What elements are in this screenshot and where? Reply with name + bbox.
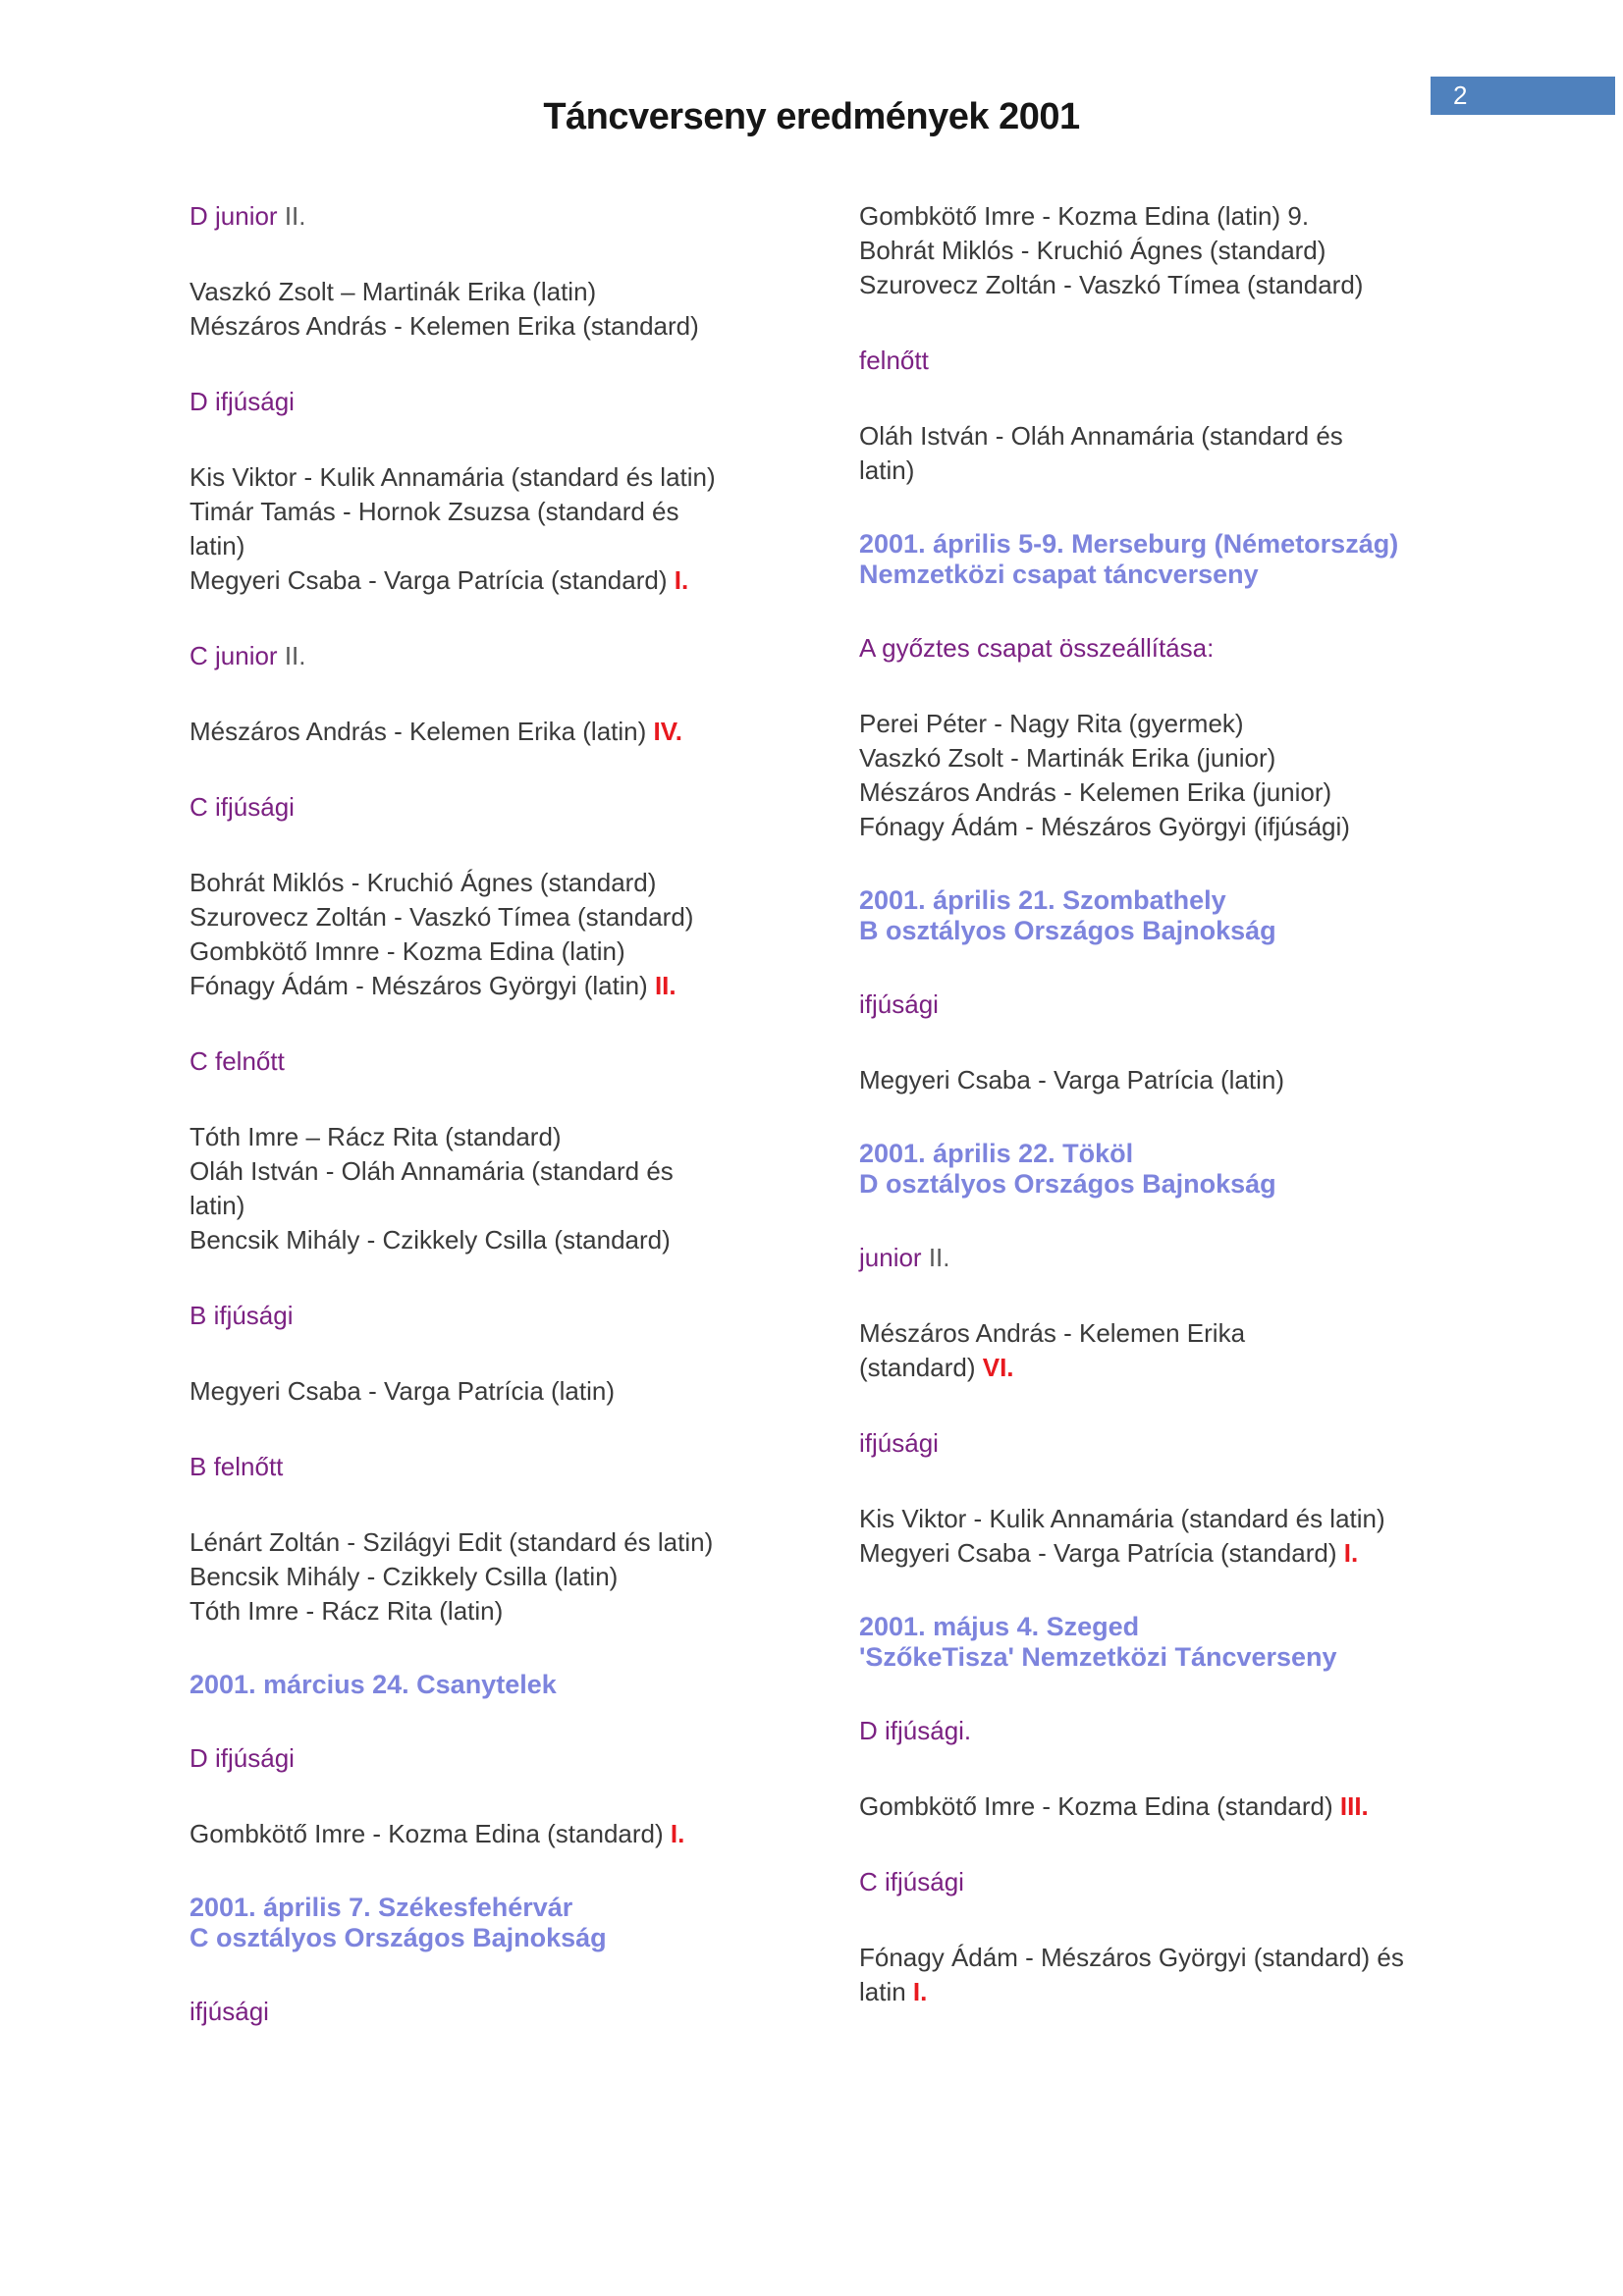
- heading-line: [859, 916, 1488, 946]
- result-line: [859, 1316, 1488, 1351]
- text-segment: Gombkötő Imre - Kozma Edina (standard): [859, 1791, 1340, 1821]
- heading-line: [859, 1426, 1488, 1461]
- text-segment: ifjúsági: [859, 989, 939, 1019]
- result-line: [189, 900, 818, 934]
- heading-line: [189, 1923, 818, 1953]
- text-segment: Megyeri Csaba - Varga Patrícia (latin): [859, 1065, 1285, 1095]
- text-segment: Megyeri Csaba - Varga Patrícia (standard): [189, 565, 675, 595]
- text-segment: 2001. április 5-9. Merseburg (Németország): [859, 529, 1399, 559]
- text-segment: Bohrát Miklós - Kruchió Ágnes (standard): [189, 868, 657, 897]
- text-segment: felnőtt: [859, 346, 929, 375]
- category-heading: [189, 1450, 818, 1484]
- category-heading: [859, 1241, 1488, 1275]
- result-paragraph: [859, 199, 1488, 302]
- category-heading: [189, 639, 818, 673]
- result-line: [189, 529, 818, 563]
- result-line: [859, 1789, 1488, 1824]
- result-line: [859, 1502, 1488, 1536]
- heading-line: [859, 631, 1488, 666]
- rank-text: I.: [670, 1819, 685, 1848]
- result-paragraph: [859, 1502, 1488, 1571]
- result-line: [859, 1975, 1488, 2009]
- heading-suffix: II.: [928, 1243, 950, 1272]
- page-number: 2: [1453, 80, 1468, 110]
- result-line: [189, 495, 818, 529]
- text-segment: 2001. április 22. Tököl: [859, 1139, 1134, 1168]
- text-segment: Oláh István - Oláh Annamária (standard és: [859, 421, 1343, 451]
- rank-text: VI.: [982, 1353, 1014, 1382]
- result-paragraph: [189, 275, 818, 344]
- text-segment: D osztályos Országos Bajnokság: [859, 1169, 1276, 1199]
- result-line: [859, 419, 1488, 454]
- heading-line: [189, 1995, 818, 2029]
- result-line: [859, 454, 1488, 488]
- event-heading: [859, 1612, 1488, 1673]
- text-segment: ifjúsági: [189, 1997, 269, 2026]
- text-segment: D ifjúsági: [189, 1743, 295, 1773]
- heading-line: [859, 344, 1488, 378]
- category-heading: [189, 1741, 818, 1776]
- result-paragraph: [189, 715, 818, 749]
- heading-line: [859, 529, 1488, 560]
- text-segment: Mészáros András - Kelemen Erika: [859, 1318, 1246, 1348]
- event-heading: [189, 1670, 818, 1700]
- category-heading: [859, 631, 1488, 666]
- text-segment: C junior: [189, 641, 285, 670]
- text-segment: Oláh István - Oláh Annamária (standard és: [189, 1156, 674, 1186]
- result-line: [859, 268, 1488, 302]
- heading-line: [189, 1044, 818, 1079]
- heading-line: [859, 1714, 1488, 1748]
- text-segment: D ifjúsági.: [859, 1716, 972, 1745]
- text-segment: Megyeri Csaba - Varga Patrícia (standard): [859, 1538, 1344, 1568]
- text-segment: Tóth Imre – Rácz Rita (standard): [189, 1122, 562, 1151]
- result-line: [189, 309, 818, 344]
- text-segment: Bencsik Mihály - Czikkely Csilla (latin): [189, 1562, 619, 1591]
- event-heading: [189, 1893, 818, 1953]
- text-segment: A győztes csapat összeállítása:: [859, 633, 1215, 663]
- text-segment: Vaszkó Zsolt - Martinák Erika (junior): [859, 743, 1276, 773]
- result-line: [189, 1594, 818, 1629]
- rank-text: III.: [1339, 1791, 1369, 1821]
- text-segment: Kis Viktor - Kulik Annamária (standard és latin): [189, 462, 716, 492]
- text-segment: 2001. április 21. Szombathely: [859, 885, 1226, 915]
- heading-line: [859, 1139, 1488, 1169]
- text-segment: Tóth Imre - Rácz Rita (latin): [189, 1596, 504, 1626]
- text-segment: 2001. április 7. Székesfehérvár: [189, 1893, 573, 1922]
- result-line: [189, 934, 818, 969]
- text-segment: latin): [189, 531, 245, 561]
- page-number-badge: [1431, 77, 1615, 115]
- text-segment: 2001. május 4. Szeged: [859, 1612, 1140, 1641]
- text-segment: Perei Péter - Nagy Rita (gyermek): [859, 709, 1244, 738]
- category-heading: [189, 385, 818, 419]
- text-segment: B felnőtt: [189, 1452, 284, 1481]
- text-segment: Fónagy Ádám - Mészáros Györgyi (latin): [189, 971, 655, 1000]
- heading-line: [189, 199, 818, 234]
- result-paragraph: [859, 419, 1488, 488]
- text-segment: Bencsik Mihály - Czikkely Csilla (standard): [189, 1225, 671, 1255]
- result-paragraph: [189, 866, 818, 1003]
- heading-line: [189, 1670, 818, 1700]
- text-segment: C ifjúsági: [189, 792, 295, 822]
- text-segment: C felnőtt: [189, 1046, 285, 1076]
- result-paragraph: [189, 1817, 818, 1851]
- rank-text: II.: [654, 971, 676, 1000]
- text-segment: Fónagy Ádám - Mészáros Györgyi (standard) és: [859, 1943, 1404, 1972]
- text-segment: Szurovecz Zoltán - Vaszkó Tímea (standard): [859, 270, 1364, 299]
- rank-text: I.: [674, 565, 689, 595]
- category-heading: [859, 988, 1488, 1022]
- result-line: [189, 1374, 818, 1409]
- result-line: [189, 1223, 818, 1257]
- result-line: [189, 1560, 818, 1594]
- left-column: [189, 199, 818, 2070]
- result-paragraph: [189, 460, 818, 598]
- heading-line: [859, 1865, 1488, 1899]
- event-heading: [859, 529, 1488, 590]
- category-heading: [189, 790, 818, 825]
- result-line: [859, 1941, 1488, 1975]
- text-segment: ifjúsági: [859, 1428, 939, 1458]
- result-line: [189, 866, 818, 900]
- text-segment: Mészáros András - Kelemen Erika (junior): [859, 777, 1332, 807]
- result-line: [859, 1351, 1488, 1385]
- event-heading: [859, 885, 1488, 946]
- text-segment: D ifjúsági: [189, 387, 295, 416]
- category-heading: [859, 1865, 1488, 1899]
- text-segment: Gombkötő Imnre - Kozma Edina (latin): [189, 936, 625, 966]
- result-line: [859, 810, 1488, 844]
- result-paragraph: [859, 1063, 1488, 1097]
- heading-line: [859, 1241, 1488, 1275]
- text-segment: Fónagy Ádám - Mészáros Györgyi (ifjúsági): [859, 812, 1350, 841]
- result-line: [859, 234, 1488, 268]
- text-segment: B ifjúsági: [189, 1301, 294, 1330]
- text-segment: Szurovecz Zoltán - Vaszkó Tímea (standard): [189, 902, 694, 932]
- text-segment: Megyeri Csaba - Varga Patrícia (latin): [189, 1376, 616, 1406]
- result-line: [859, 707, 1488, 741]
- result-paragraph: [189, 1120, 818, 1257]
- result-line: [189, 460, 818, 495]
- text-segment: Timár Tamás - Hornok Zsuzsa (standard és: [189, 497, 679, 526]
- result-line: [189, 969, 818, 1003]
- text-segment: B osztályos Országos Bajnokság: [859, 916, 1276, 945]
- heading-line: [859, 1612, 1488, 1642]
- category-heading: [859, 1426, 1488, 1461]
- result-line: [189, 1189, 818, 1223]
- heading-suffix: II.: [284, 641, 306, 670]
- text-segment: (standard): [859, 1353, 983, 1382]
- category-heading: [859, 344, 1488, 378]
- text-segment: latin): [859, 455, 915, 485]
- heading-line: [189, 1893, 818, 1923]
- result-paragraph: [859, 1316, 1488, 1385]
- result-paragraph: [859, 1941, 1488, 2009]
- text-segment: Mészáros András - Kelemen Erika (latin): [189, 717, 654, 746]
- text-segment: Kis Viktor - Kulik Annamária (standard és latin): [859, 1504, 1385, 1533]
- heading-line: [189, 1450, 818, 1484]
- result-paragraph: [189, 1374, 818, 1409]
- heading-line: [859, 1169, 1488, 1200]
- result-line: [189, 1817, 818, 1851]
- text-segment: latin): [189, 1191, 245, 1220]
- right-column: [859, 199, 1488, 2051]
- text-segment: Vaszkó Zsolt – Martinák Erika (latin): [189, 277, 597, 306]
- heading-line: [859, 560, 1488, 590]
- event-heading: [859, 1139, 1488, 1200]
- heading-line: [189, 1299, 818, 1333]
- text-segment: C osztályos Országos Bajnokság: [189, 1923, 607, 1952]
- result-line: [189, 1120, 818, 1154]
- text-segment: Mészáros András - Kelemen Erika (standard): [189, 311, 699, 341]
- result-line: [189, 715, 818, 749]
- heading-line: [189, 639, 818, 673]
- rank-text: I.: [1343, 1538, 1359, 1568]
- heading-line: [189, 790, 818, 825]
- result-line: [859, 775, 1488, 810]
- text-segment: 'SzőkeTisza' Nemzetközi Táncverseny: [859, 1642, 1337, 1672]
- text-segment: Gombkötő Imre - Kozma Edina (latin) 9.: [859, 201, 1310, 231]
- result-line: [189, 563, 818, 598]
- rank-text: IV.: [653, 717, 682, 746]
- heading-line: [859, 988, 1488, 1022]
- result-line: [859, 1063, 1488, 1097]
- result-line: [189, 275, 818, 309]
- text-segment: latin: [859, 1977, 913, 2006]
- text-segment: Nemzetközi csapat táncverseny: [859, 560, 1259, 589]
- category-heading: [859, 1714, 1488, 1748]
- category-heading: [189, 199, 818, 234]
- rank-text: I.: [912, 1977, 928, 2006]
- category-heading: [189, 1044, 818, 1079]
- result-paragraph: [859, 707, 1488, 844]
- text-segment: Lénárt Zoltán - Szilágyi Edit (standard és latin): [189, 1527, 714, 1557]
- heading-line: [189, 385, 818, 419]
- heading-line: [189, 1741, 818, 1776]
- category-heading: [189, 1299, 818, 1333]
- result-paragraph: [859, 1789, 1488, 1824]
- result-line: [859, 199, 1488, 234]
- result-line: [189, 1525, 818, 1560]
- heading-line: [859, 1642, 1488, 1673]
- result-line: [189, 1154, 818, 1189]
- heading-suffix: II.: [284, 201, 306, 231]
- text-segment: C ifjúsági: [859, 1867, 964, 1896]
- result-line: [859, 1536, 1488, 1571]
- category-heading: [189, 1995, 818, 2029]
- result-paragraph: [189, 1525, 818, 1629]
- heading-line: [859, 885, 1488, 916]
- result-line: [859, 741, 1488, 775]
- page-title: Táncverseny eredmények 2001: [543, 96, 1080, 137]
- text-segment: Bohrát Miklós - Kruchió Ágnes (standard): [859, 236, 1326, 265]
- text-segment: D junior: [189, 201, 285, 231]
- text-segment: 2001. március 24. Csanytelek: [189, 1670, 557, 1699]
- text-segment: junior: [859, 1243, 929, 1272]
- text-segment: Gombkötő Imre - Kozma Edina (standard): [189, 1819, 671, 1848]
